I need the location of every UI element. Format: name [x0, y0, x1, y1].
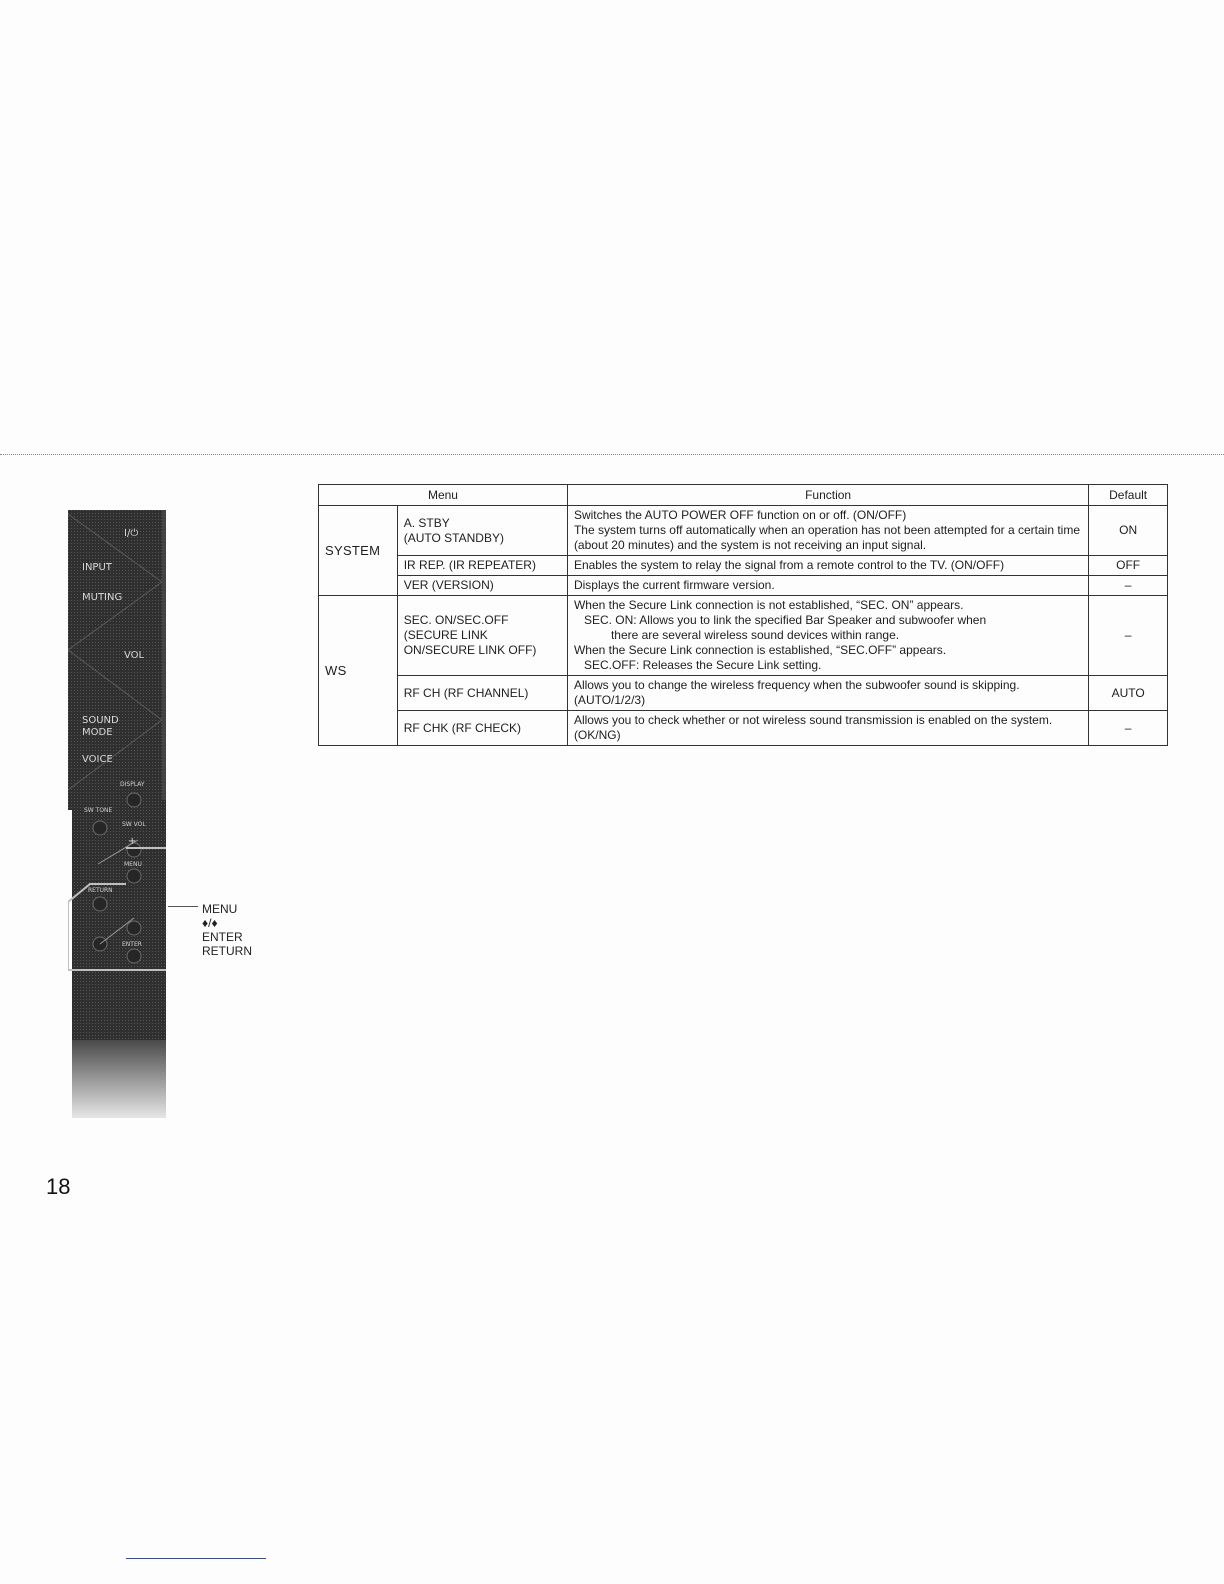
function-line: The system turns off automatically when an operation has not been attempted for a certain time (about 20 minutes) and the system is not receiving an input signal. — [573, 523, 1080, 552]
function-line: When the Secure Link connection is established, “SEC.OFF” appears. — [573, 643, 947, 657]
header-menu: Menu — [319, 485, 568, 506]
function-line: there are several wireless sound devices within range. — [610, 628, 900, 642]
callout-arrows: ♦/♦ — [202, 916, 218, 930]
function-line: When the Secure Link connection is not established, “SEC. ON” appears. — [573, 598, 964, 612]
group-system: SYSTEM — [319, 506, 398, 596]
callout-enter: ENTER — [202, 930, 243, 944]
page-divider — [0, 454, 1224, 455]
sound-label: SOUND — [82, 715, 119, 726]
table-row — [319, 711, 1168, 746]
display-label: DISPLAY — [120, 781, 145, 788]
remote-control-illustration — [68, 510, 166, 1118]
default-rf-chk: – — [1089, 711, 1168, 746]
function-rf-ch: Allows you to change the wireless frequency when the subwoofer sound is skipping. (AUTO/1/2/3) — [567, 676, 1088, 711]
function-line: SEC.OFF: Releases the Secure Link setting. — [583, 658, 822, 672]
remote-callout — [202, 902, 252, 958]
table-row — [319, 596, 1168, 676]
callout-return: RETURN — [202, 944, 252, 958]
sw-tone-label: SW TONE — [84, 807, 113, 814]
page-number: 18 — [46, 1174, 71, 1199]
vol-label: VOL — [124, 650, 145, 661]
footer-rule — [126, 1558, 266, 1559]
menu-settings-table — [318, 484, 1168, 746]
header-function: Function — [567, 485, 1088, 506]
table-row — [319, 556, 1168, 576]
function-line: SEC. ON: Allows you to link the specified Bar Speaker and subwoofer when — [583, 613, 987, 627]
sw-vol-label: SW VOL — [122, 821, 146, 828]
menu-label: MENU — [124, 861, 142, 868]
default-sec: – — [1089, 596, 1168, 676]
item-a-stby: A. STBY (AUTO STANDBY) — [397, 506, 567, 556]
header-default: Default — [1089, 485, 1168, 506]
default-a-stby: ON — [1089, 506, 1168, 556]
table-row — [319, 676, 1168, 711]
default-rf-ch: AUTO — [1089, 676, 1168, 711]
table-header-row — [319, 485, 1168, 506]
enter-label: ENTER — [122, 941, 142, 948]
function-ver: Displays the current firmware version. — [567, 576, 1088, 596]
item-ver: VER (VERSION) — [397, 576, 567, 596]
muting-label: MUTING — [82, 592, 123, 603]
item-ir-rep: IR REP. (IR REPEATER) — [397, 556, 567, 576]
function-ir-rep: Enables the system to relay the signal from a remote control to the TV. (ON/OFF) — [567, 556, 1088, 576]
function-rf-chk: Allows you to check whether or not wireless sound transmission is enabled on the system. (OK/NG) — [567, 711, 1088, 746]
power-label: I/⏻ — [124, 528, 139, 539]
function-sec — [567, 596, 1088, 676]
mode-label: MODE — [82, 727, 113, 738]
group-ws: WS — [319, 596, 398, 746]
input-label: INPUT — [82, 562, 112, 573]
function-a-stby — [567, 506, 1088, 556]
callout-line — [168, 906, 198, 907]
return-label: RETURN — [88, 887, 113, 894]
item-rf-chk: RF CHK (RF CHECK) — [397, 711, 567, 746]
item-rf-ch: RF CH (RF CHANNEL) — [397, 676, 567, 711]
item-sec: SEC. ON/SEC.OFF (SECURE LINK ON/SECURE LINK OFF) — [397, 596, 567, 676]
table-row — [319, 506, 1168, 556]
voice-label: VOICE — [82, 754, 113, 765]
plus-label: + — [128, 836, 137, 847]
function-line: Switches the AUTO POWER OFF function on or off. (ON/OFF) — [573, 508, 907, 522]
default-ir-rep: OFF — [1089, 556, 1168, 576]
table-row — [319, 576, 1168, 596]
default-ver: – — [1089, 576, 1168, 596]
callout-menu: MENU — [202, 902, 238, 916]
